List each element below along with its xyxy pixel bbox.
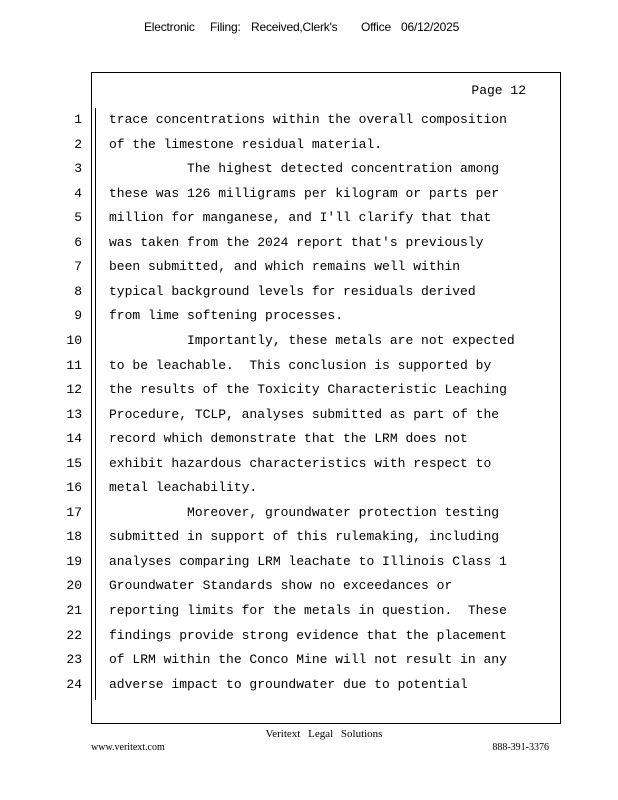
line-number: 9: [74, 308, 82, 324]
line-number: 20: [66, 578, 82, 594]
line-number: 8: [74, 283, 82, 299]
line-number: 24: [66, 676, 82, 692]
transcript-line: [0, 161, 618, 185]
line-text: adverse impact to groundwater due to potential: [109, 676, 468, 692]
line-number: 22: [66, 627, 82, 643]
header-office: Office: [361, 20, 391, 34]
header-date: 06/12/2025: [401, 20, 460, 34]
line-text: been submitted, and which remains well within: [109, 259, 461, 275]
transcript-line: [0, 554, 618, 578]
line-text: million for manganese, and I'll clarify that that: [109, 210, 492, 226]
line-number: 14: [66, 431, 82, 447]
transcript-line: [0, 210, 618, 234]
transcript-line: [0, 628, 618, 652]
line-number: 5: [74, 210, 82, 226]
transcript-line: [0, 259, 618, 283]
line-number: 1: [74, 112, 82, 127]
line-text: Groundwater Standards show no exceedances or: [109, 578, 453, 594]
transcript-line: [0, 308, 618, 332]
line-text: The highest detected concentration among: [109, 161, 500, 177]
page-number: Page 12: [471, 83, 526, 98]
transcript-line: [0, 578, 618, 602]
transcript-line: [0, 333, 618, 357]
header-filing: Filing:: [210, 20, 241, 34]
transcript-line: [0, 529, 618, 553]
line-number: 7: [74, 259, 82, 275]
transcript-line: [0, 358, 618, 382]
line-number: 15: [66, 455, 82, 471]
line-text: Importantly, these metals are not expected: [109, 332, 515, 348]
line-number: 11: [66, 357, 82, 373]
line-text: Procedure, TCLP, analyses submitted as part of the: [109, 406, 500, 422]
transcript-line: [0, 652, 618, 676]
line-text: metal leachability.: [109, 480, 258, 496]
line-text: Moreover, groundwater protection testing: [109, 504, 500, 520]
line-number: 6: [74, 234, 82, 250]
transcript-line: [0, 431, 618, 455]
transcript-line: [0, 407, 618, 431]
line-text: submitted in support of this rulemaking, including: [109, 529, 500, 545]
line-number: 12: [66, 382, 82, 398]
line-text: of LRM within the Conco Mine will not result in any: [109, 652, 507, 668]
line-text: the results of the Toxicity Characteristic Leaching: [109, 382, 507, 398]
line-text: was taken from the 2024 report that's previously: [109, 234, 484, 250]
line-text: these was 126 milligrams per kilogram or parts per: [109, 185, 500, 201]
transcript-line: [0, 186, 618, 210]
line-number: 10: [66, 332, 82, 348]
footer-website: www.veritext.com: [91, 742, 165, 753]
line-text: reporting limits for the metals in question. These: [109, 603, 507, 618]
line-number: 4: [74, 185, 82, 201]
transcript-line: [0, 677, 618, 701]
line-number: 17: [66, 504, 82, 520]
line-number: 3: [74, 161, 82, 177]
transcript-line: [0, 456, 618, 480]
line-text: from lime softening processes.: [109, 308, 344, 324]
line-text: to be leachable. This conclusion is supported by: [109, 357, 492, 373]
header-received: Received,Clerk's: [251, 20, 338, 34]
line-text: trace concentrations within the overall composition: [109, 112, 507, 127]
footer-phone: 888-391-3376: [492, 742, 549, 753]
line-text: exhibit hazardous characteristics with respect to: [109, 455, 492, 471]
header-electronic: Electronic: [144, 20, 195, 34]
transcript-line: [0, 284, 618, 308]
line-number: 18: [66, 529, 82, 545]
line-text: of the limestone residual material.: [109, 136, 383, 152]
transcript-line: [0, 137, 618, 161]
line-text: findings provide strong evidence that the placement: [109, 627, 507, 643]
line-number: 2: [74, 136, 82, 152]
transcript-line: [0, 235, 618, 259]
line-text: record which demonstrate that the LRM does not: [109, 431, 468, 447]
transcript-line: [0, 603, 618, 627]
transcript-line: [0, 382, 618, 406]
line-text: analyses comparing LRM leachate to Illinois Class 1: [109, 553, 507, 569]
transcript-line: [0, 112, 618, 136]
line-number: 19: [66, 553, 82, 569]
line-number: 21: [66, 603, 82, 618]
footer-company: Veritext Legal Solutions: [265, 728, 383, 740]
transcript-line: [0, 505, 618, 529]
line-number: 23: [66, 652, 82, 668]
transcript-line: [0, 480, 618, 504]
line-number: 16: [66, 480, 82, 496]
line-text: typical background levels for residuals derived: [109, 283, 476, 299]
line-number: 13: [66, 406, 82, 422]
